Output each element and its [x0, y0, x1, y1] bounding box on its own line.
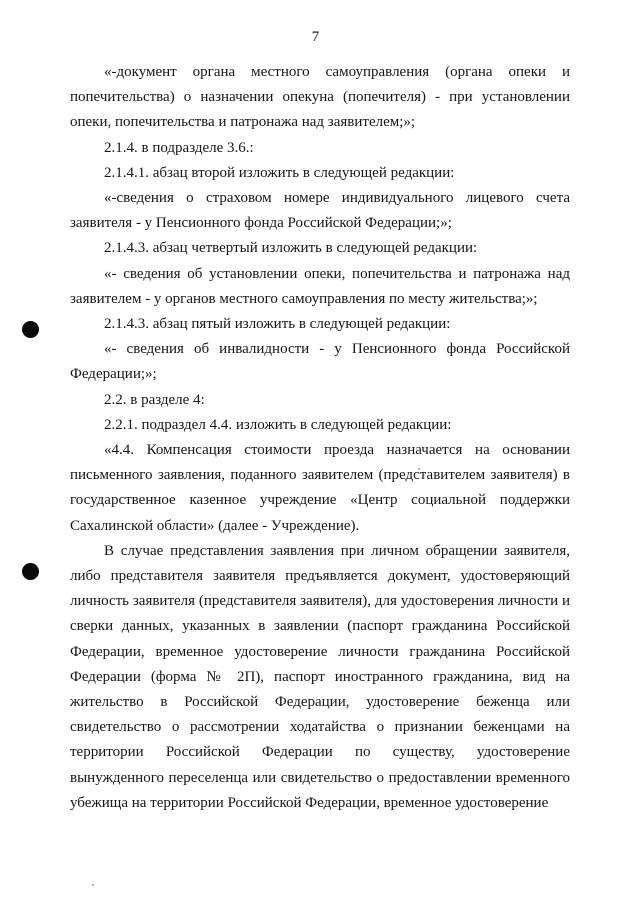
- section-heading: 2.1.4.3. абзац четвертый изложить в следующей редакции:: [104, 240, 478, 257]
- document-body: [70, 60, 570, 816]
- section-heading: 2.2.1. подраздел 4.4. изложить в следующей редакции:: [104, 416, 452, 433]
- section-heading: 2.1.4.1. абзац второй изложить в следующей редакции:: [104, 164, 455, 181]
- body-paragraph: «- сведения об инвалидности - у Пенсионного фонда Российской Федерации;»;: [70, 341, 570, 383]
- section-heading: 2.1.4. в подразделе 3.6.:: [104, 139, 254, 156]
- body-paragraph: «- сведения об установлении опеки, попечительства и патронажа над заявителем - у органов местного самоуправления по месту жительства;»;: [70, 265, 570, 307]
- page-number: 7: [311, 29, 320, 45]
- section-heading: 2.1.4.3. абзац пятый изложить в следующей редакции:: [104, 316, 451, 333]
- body-paragraph: «-сведения о страховом номере индивидуального лицевого счета заявителя - у Пенсионного фонда Российской Федерации;»;: [70, 190, 570, 232]
- punch-hole: [22, 321, 39, 338]
- punch-hole: [22, 563, 39, 580]
- section-heading: 2.2. в разделе 4:: [104, 391, 205, 408]
- body-paragraph: В случае представления заявления при личном обращении заявителя, либо представителя заявителя предъявляется документ, удостоверяющий личность заявителя (представителя заявителя), для удостоверения личности и сверки данных, указанных в заявлении (паспорт гражданина Российской Федерации, временное удостоверение личности гражданина Российской Федерации (форма № 2П), паспорт иностранного гражданина, вид на жительство в Российской Федерации, удостоверение беженца или свидетельство о рассмотрении ходатайства о признании беженцами на территории Российской Федерации по существу, удостоверение вынужденного переселенца или свидетельство о предоставлении временного убежища на территории Российской Федерации, временное удостоверение: [70, 542, 570, 811]
- body-paragraph: «4.4. Компенсация стоимости проезда назначается на основании письменного заявления, поданного заявителем (представителем заявителя) в государственное казенное учреждение «Центр социальной поддержки Сахалинской области» (далее - Учреждение).: [70, 442, 570, 534]
- scan-speck: [92, 884, 94, 886]
- body-paragraph: «-документ органа местного самоуправления (органа опеки и попечительства) о назначении опекуна (попечителя) - при установлении опеки, попечительства и патронажа над заявителем;»;: [70, 64, 570, 131]
